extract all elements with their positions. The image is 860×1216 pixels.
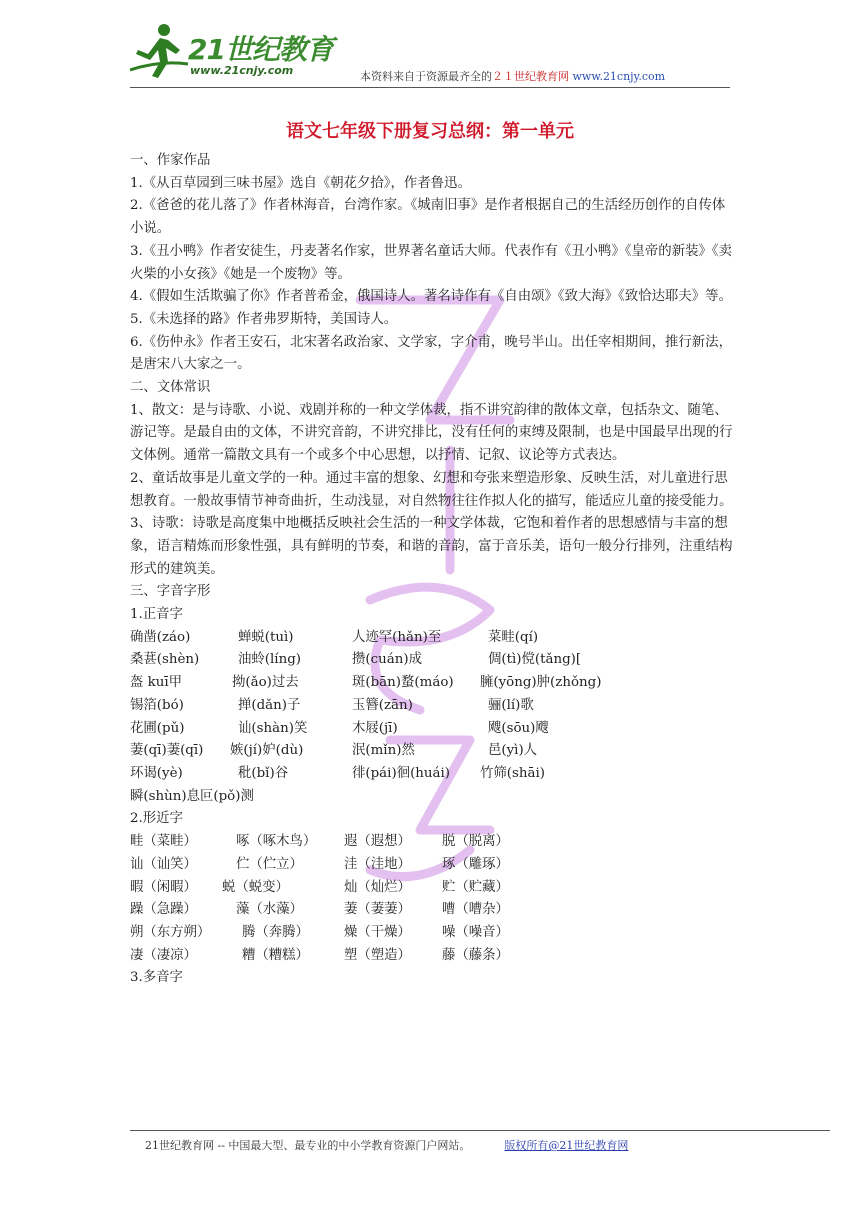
similar-row <box>130 831 735 854</box>
paragraph: 2.《爸爸的花儿落了》作者林海音，台湾作家。《城南旧事》是作者根据自己的生活经历创作的自传体小说。 <box>130 198 726 237</box>
similar-cell: 蜕（蜕变） <box>222 879 289 895</box>
pinyin-cell: 锡箔(bó) <box>130 697 184 713</box>
site-logo[interactable] <box>130 20 340 82</box>
similar-cell: 暇（闲暇） <box>130 879 197 895</box>
pinyin-cell: 玉簪(zān) <box>352 697 413 713</box>
similar-cell: 腾（奔腾） <box>242 924 309 940</box>
paragraph: 2、童话故事是儿童文学的一种。通过丰富的想象、幻想和夸张来塑造形象、反映生活，对儿童进行思想教育。一般故事情节神奇曲折，生动浅显，对自然物往往作拟人化的描写，能适应儿童的接受能力。 <box>130 470 733 509</box>
similar-row <box>130 922 735 945</box>
page-header <box>130 18 730 88</box>
pinyin-cell: 桑葚(shèn) <box>130 652 200 668</box>
similar-cell: 朔（东方朔） <box>130 924 211 940</box>
paragraph: 4.《假如生活欺骗了你》作者普希金，俄国诗人。著名诗作有《自由颂》《致大海》《致恰达耶夫》等。 <box>130 289 732 305</box>
pinyin-cell: 菜畦(qí) <box>488 629 539 645</box>
paragraph: 5.《未选择的路》作者弗罗斯特，美国诗人。 <box>130 311 398 327</box>
subsection-heading: 1.正音字 <box>130 607 183 623</box>
header-divider <box>130 87 730 88</box>
section-heading-characters: 三、字音字形 <box>130 584 211 600</box>
document-body <box>130 150 735 990</box>
pinyin-cell: 邑(yì)人 <box>488 743 538 759</box>
similar-cell: 讪（讪笑） <box>130 856 197 872</box>
similar-row <box>130 854 735 877</box>
similar-row <box>130 877 735 900</box>
similar-cell: 畦（菜畦） <box>130 834 197 850</box>
pinyin-row <box>130 740 735 763</box>
similar-cell: 燥（干燥） <box>344 924 411 940</box>
pinyin-cell: 确凿(záo) <box>130 629 191 645</box>
similar-cell: 塑（塑造） <box>344 947 411 963</box>
pinyin-cell: 斑(bān)蝥(máo) <box>352 675 454 691</box>
section-heading-genres: 二、文体常识 <box>130 380 211 396</box>
similar-cell: 灿（灿烂） <box>344 879 411 895</box>
section-heading-authors: 一、作家作品 <box>130 153 211 168</box>
pinyin-row <box>130 763 735 786</box>
pinyin-row <box>130 718 735 741</box>
subsection-heading: 3.多音字 <box>130 970 183 986</box>
pinyin-cell: 油蛉(líng) <box>238 652 301 668</box>
pinyin-row <box>130 627 735 650</box>
pinyin-cell: 倜(tì)傥(tǎng)[ <box>488 652 582 668</box>
pinyin-cell: 瞬(shùn)息叵(pǒ)测 <box>130 788 254 804</box>
pinyin-cell: 徘(pái)徊(huái) <box>352 765 451 781</box>
pinyin-cell: 萋(qī)萋(qī) <box>130 743 204 759</box>
pinyin-cell: 环谒(yè) <box>130 765 183 781</box>
similar-cell: 躁（急躁） <box>130 902 197 918</box>
paragraph: 3.《丑小鸭》作者安徒生，丹麦著名作家，世界著名童话大师。代表作有《丑小鸭》《皇帝的新装》《卖火柴的小女孩》《她是一个废物》等。 <box>130 243 732 282</box>
similar-cell: 琢（雕琢） <box>442 856 509 872</box>
pinyin-cell: 木屐(jī) <box>352 720 398 736</box>
pinyin-cell: 盔 kuī甲 <box>130 675 183 691</box>
pinyin-table <box>130 627 735 809</box>
page-title: 语文七年级下册复习总纲：第一单元 <box>286 121 574 142</box>
footer-divider <box>130 1130 830 1131</box>
pinyin-cell: 蝉蜕(tuì) <box>238 629 294 645</box>
similar-cell: 嘈（嘈杂） <box>442 902 509 918</box>
similar-cell: 糟（糟糕） <box>242 947 309 963</box>
header-note <box>360 68 665 84</box>
similar-row <box>130 945 735 968</box>
similar-cell: 藤（藤条） <box>442 947 509 963</box>
header-note-url[interactable]: www.21cnjy.com <box>572 70 666 83</box>
pinyin-row <box>130 649 735 672</box>
page-footer <box>145 1137 628 1153</box>
footer-copyright-link[interactable]: 版权所有@21世纪教育网 <box>504 1139 629 1152</box>
pinyin-cell: 泯(mǐn)然 <box>352 743 415 759</box>
pinyin-row <box>130 695 735 718</box>
pinyin-cell: 臃(yōng)肿(zhǒng) <box>480 675 602 691</box>
similar-cell: 啄（啄木鸟） <box>236 834 317 850</box>
pinyin-row <box>130 672 735 695</box>
pinyin-cell: 拗(ǎo)过去 <box>232 675 299 691</box>
pinyin-cell: 攒(cuán)成 <box>352 652 422 668</box>
header-note-prefix: 本资料来自于资源最齐全的 <box>360 70 492 83</box>
similar-cell: 凄（凄凉） <box>130 947 197 963</box>
similar-characters-table <box>130 831 735 967</box>
pinyin-cell: 秕(bǐ)谷 <box>238 765 289 781</box>
similar-cell: 藻（水藻） <box>236 902 303 918</box>
logo-text: 21世纪教育 <box>188 33 333 66</box>
pinyin-cell: 掸(dǎn)子 <box>238 697 301 713</box>
header-note-site[interactable]: ２１世纪教育网 <box>492 70 569 83</box>
similar-cell: 贮（贮藏） <box>442 879 509 895</box>
similar-cell: 噪（噪音） <box>442 924 509 940</box>
pinyin-cell: 竹筛(shāi) <box>480 765 545 781</box>
similar-cell: 洼（洼地） <box>344 856 411 872</box>
paragraph: 3、诗歌：诗歌是高度集中地概括反映社会生活的一种文学体裁，它饱和着作者的思想感情与丰富的想象，语言精炼而形象性强，具有鲜明的节奏，和谐的音韵，富于音乐美，语句一般分行排列，注重结构形式的建筑美。 <box>130 516 733 577</box>
pinyin-cell: 花圃(pǔ) <box>130 720 185 736</box>
footer-text: 21世纪教育网 -- 中国最大型、最专业的中小学教育资源门户网站。 <box>145 1139 471 1152</box>
pinyin-cell: 飕(sōu)飕 <box>488 720 549 736</box>
pinyin-cell: 讪(shàn)笑 <box>238 720 308 736</box>
paragraph: 1、散文：是与诗歌、小说、戏剧并称的一种文学体裁，指不讲究韵律的散体文章，包括杂文、随笔、游记等。是最自由的文体，不讲究音韵，不讲究排比，没有任何的束缚及限制，也是中国最早出现的行文体例。通常一篇散文具有一个或多个中心思想，以抒情、记叙、议论等方式表达。 <box>130 402 733 464</box>
similar-cell: 脱（脱离） <box>442 834 509 850</box>
pinyin-cell: 人迹罕(hǎn)至 <box>352 629 442 645</box>
similar-cell: 伫（伫立） <box>236 856 303 872</box>
paragraph: 6.《伤仲永》作者王安石，北宋著名政治家、文学家，字介甫，晚号半山。出任宰相期间，推行新法，是唐宋八大家之一。 <box>130 334 732 373</box>
similar-cell: 遐（遐想） <box>344 834 411 850</box>
subsection-heading: 2.形近字 <box>130 811 183 827</box>
pinyin-cell: 骊(lí)歌 <box>488 697 534 713</box>
similar-cell: 萋（萋萋） <box>344 902 411 918</box>
paragraph: 1.《从百草园到三味书屋》选自《朝花夕拾》，作者鲁迅。 <box>130 175 471 191</box>
logo-url: www.21cnjy.com <box>190 64 294 77</box>
runner-logo-icon <box>130 20 190 82</box>
similar-row <box>130 899 735 922</box>
pinyin-cell: 嫉(jí)妒(dù) <box>230 743 304 759</box>
